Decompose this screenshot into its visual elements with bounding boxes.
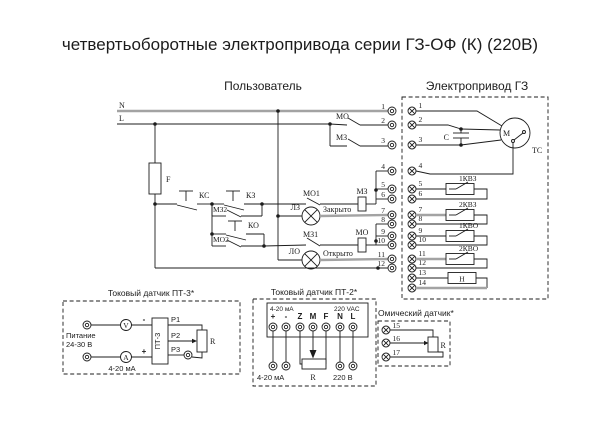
pt2-pin-minus: - (284, 312, 288, 321)
contact-mo (330, 112, 388, 125)
act-terminal-13: 13 (418, 268, 426, 277)
ohmic-sensor (378, 308, 454, 366)
user-terminal-7: 7 (381, 206, 385, 215)
user-terminal-11: 11 (377, 250, 385, 259)
pt3-supply-line2: 24-30 В (66, 340, 93, 349)
fuse-symbol (149, 124, 171, 268)
pt2-pin-f: F (323, 312, 329, 321)
lamp-lz-state: Закрыто (323, 205, 352, 214)
coil-mz-label: МЗ (356, 187, 368, 196)
pt3-minus: - (142, 315, 146, 324)
pt3-device-label: ПТ-3 (153, 332, 162, 350)
button-kz-label: КЗ (246, 191, 256, 200)
pt3-plus: + (141, 347, 147, 356)
button-ks (177, 191, 212, 210)
contact-mo1 (303, 189, 358, 205)
user-section-header: Пользователь (224, 79, 302, 93)
limit-switch-1kvo (416, 221, 487, 245)
button-ks-label: КС (199, 191, 210, 200)
user-terminal-5: 5 (381, 180, 385, 189)
pt3-range: 4-20 мА (108, 364, 136, 373)
act-terminal-10: 10 (418, 235, 426, 244)
act-terminal-5: 5 (418, 179, 423, 188)
control-circuit (153, 171, 388, 252)
act-terminal-1: 1 (418, 101, 423, 110)
pt3-a-meter: А (123, 353, 129, 362)
pt3-p3-label: Р3 (171, 345, 181, 354)
contact-mo2-label: МО2 (213, 235, 229, 244)
button-ko-label: КО (248, 221, 259, 230)
pt2-title: Токовый датчик ПТ-2* (270, 287, 358, 297)
user-terminal-2: 2 (381, 116, 385, 125)
pt3-r-label: R (210, 337, 216, 346)
coil-mo (356, 228, 376, 252)
ohmic-r-label: R (440, 341, 446, 350)
act-terminal-3: 3 (418, 135, 423, 144)
pt2-v220-label: 220 В (333, 373, 353, 382)
ohmic-terminal-17: 17 (392, 348, 400, 357)
contact-mz (330, 124, 388, 146)
lamp-lz-label: ЛЗ (290, 203, 300, 212)
pt3-p2-label: Р2 (171, 331, 181, 340)
user-terminal-8: 8 (381, 215, 385, 224)
terminal-strip-actuator (408, 101, 426, 292)
act-terminal-8: 8 (418, 214, 423, 223)
pt2-pin-plus: + (270, 312, 276, 321)
motor-label: М (503, 129, 511, 138)
power-bus (117, 101, 388, 146)
user-terminal-1: 1 (381, 102, 385, 111)
pt3-title: Токовый датчик ПТ-3* (107, 288, 195, 298)
pt3-p1-label: Р1 (171, 315, 181, 324)
lamp-lo-label: ЛО (288, 247, 300, 256)
heater-label: Н (459, 274, 465, 284)
contact-mz2-label: МЗ2 (213, 205, 228, 214)
user-terminal-10: 10 (377, 236, 385, 245)
contact-mo1-label: МО1 (303, 189, 320, 198)
pt2-pin-m: M (309, 312, 317, 321)
limit-switch-1kvo-label: 1КВО (459, 221, 479, 230)
contact-mz1-label: МЗ1 (303, 230, 319, 239)
ohmic-terminal-15: 15 (392, 321, 400, 330)
pt2-sensor (253, 287, 376, 386)
limit-switch-1kvz-label: 1КВЗ (459, 174, 477, 183)
bus-l-label: L (119, 114, 124, 123)
ohmic-title: Омический датчик* (378, 308, 454, 318)
act-terminal-2: 2 (418, 115, 423, 124)
motor-symbol (500, 118, 542, 155)
act-terminal-11: 11 (418, 249, 426, 258)
act-terminal-7: 7 (418, 205, 423, 214)
user-terminal-6: 6 (381, 190, 385, 199)
bottom-return-wire (155, 266, 388, 270)
limit-switches (416, 174, 487, 268)
motor-circuit (416, 111, 542, 174)
pt2-range-top: 4-20 мА (270, 306, 294, 313)
coil-mz (356, 187, 376, 211)
contact-mz-label: МЗ (336, 133, 348, 142)
capacitor-symbol (444, 129, 469, 145)
pt2-pin-z: Z (297, 312, 303, 321)
heater-circuit (416, 273, 487, 289)
fuse-label: F (166, 175, 171, 184)
user-terminal-3: 3 (381, 136, 385, 145)
contact-mz1 (303, 230, 358, 246)
contact-mz2 (212, 204, 262, 217)
contact-mo-label: МО (336, 112, 349, 121)
thermal-contact-label: ТС (532, 146, 543, 155)
pt2-pin-l: L (350, 312, 356, 321)
limit-switch-2kvz-label: 2КВЗ (459, 200, 477, 209)
ohmic-terminal-16: 16 (392, 334, 400, 343)
act-terminal-6: 6 (418, 189, 423, 198)
act-terminal-9: 9 (418, 226, 423, 235)
capacitor-label: C (443, 133, 449, 142)
lamp-open (278, 247, 388, 269)
pt2-vac-label: 220 VAC (334, 306, 360, 313)
act-terminal-4: 4 (418, 161, 423, 170)
user-terminal-12: 12 (377, 259, 385, 268)
page-title: четвертьоборотные электропривода серии ГЗ-ОФ (К) (220В) (61, 35, 539, 54)
user-terminal-4: 4 (381, 162, 385, 171)
actuator-section-header: Электропривод ГЗ (425, 79, 529, 93)
pt2-pin-n: N (337, 312, 343, 321)
limit-switch-2kvo-label: 2КВО (459, 244, 479, 253)
act-terminal-14: 14 (418, 278, 426, 287)
contact-mo2 (212, 235, 264, 247)
pt3-supply-line1: Питание (66, 331, 96, 340)
pt2-range-bottom: 4-20 мА (257, 373, 285, 382)
lamp-closed (278, 203, 388, 225)
terminal-strip-user (378, 102, 397, 272)
lamp-lo-state: Открыто (323, 249, 353, 258)
limit-switch-1kvz (416, 174, 487, 199)
pt3-v-meter: V (123, 321, 129, 330)
pt2-r-label: R (310, 373, 316, 382)
coil-mo-label: МО (355, 228, 369, 237)
limit-switch-2kvo (416, 244, 487, 268)
pt3-sensor (63, 288, 240, 374)
act-terminal-12: 12 (418, 258, 426, 267)
bus-n-label: N (119, 101, 125, 110)
user-terminal-9: 9 (381, 227, 385, 236)
